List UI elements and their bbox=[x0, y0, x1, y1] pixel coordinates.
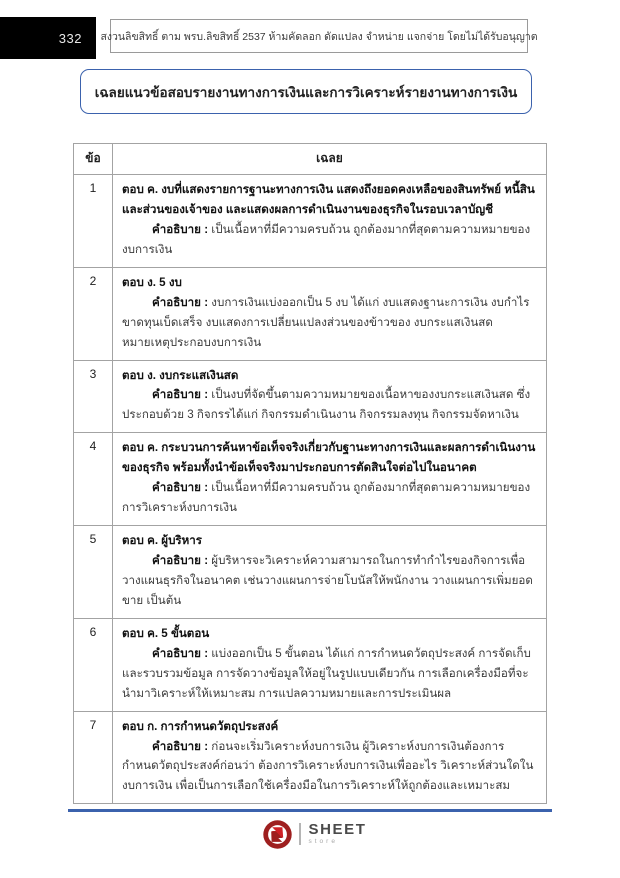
table-header bbox=[74, 144, 547, 175]
logo-brand-sub: store bbox=[308, 838, 338, 846]
table-row bbox=[74, 618, 547, 711]
table-header-row bbox=[74, 144, 547, 175]
table-row bbox=[74, 360, 547, 433]
logo-divider bbox=[299, 823, 301, 845]
explanation-label: คำอธิบาย : bbox=[152, 554, 209, 567]
answer-statement: ตอบ ง. 5 งบ bbox=[122, 275, 182, 289]
explanation-text: ผู้บริหารจะวิเคราะห์ความสามารถในการทำกำไรของกิจการเพื่อวางแผนธุรกิจในอนาคต เช่นวางแผนการจ่ายโบนัสให้พนักงาน วางแผนการเพิ่มยอดขาย เป็นต้น bbox=[122, 554, 533, 607]
answer-explanation-block bbox=[122, 385, 539, 425]
row-number: 4 bbox=[74, 433, 113, 526]
explanation-label: คำอธิบาย : bbox=[152, 481, 209, 495]
logo-wordmark bbox=[307, 822, 367, 846]
logo-brand-name: SHEET bbox=[308, 821, 367, 839]
answer-explanation-block bbox=[122, 644, 539, 704]
table-row bbox=[74, 175, 547, 268]
row-answer-cell bbox=[113, 526, 547, 619]
explanation-text: เป็นงบที่จัดขึ้นตามความหมายของเนื้อหาของงบกระแสเงินสด ซึ่งประกอบด้วย 3 กิจกรรได้แก่ กิจกรรมดำเนินงาน กิจกรรมลงทุน กิจกรรมจัดหาเงิน bbox=[122, 388, 531, 422]
sheet-store-s-logo-icon bbox=[262, 819, 293, 850]
page-number: 332 bbox=[58, 30, 82, 46]
explanation-label: คำอธิบาย : bbox=[152, 388, 209, 402]
answer-explanation-block bbox=[122, 737, 539, 797]
row-answer-cell bbox=[113, 618, 547, 711]
column-header-answer: เฉลย bbox=[113, 144, 547, 175]
row-answer-cell bbox=[113, 711, 547, 804]
page-number-box bbox=[0, 17, 96, 59]
answer-key-table bbox=[73, 143, 547, 804]
column-header-number: ข้อ bbox=[74, 144, 113, 175]
answer-explanation-block bbox=[122, 478, 539, 518]
footer-brand-logo bbox=[262, 817, 367, 851]
page-title: เฉลยแนวข้อสอบรายงานทางการเงินและการวิเคราะห์รายงานทางการเงิน bbox=[94, 84, 518, 100]
copyright-banner bbox=[100, 19, 538, 53]
explanation-text: แบ่งออกเป็น 5 ขั้นตอน ได้แก่ การกำหนดวัตถุประสงค์ การจัดเก็บและรวบรวมข้อมูล การจัดวางข้อมูลให้อยู่ในรูปแบบเดียวกัน การเลือกเครื่องมือที่จะนำมาวิเคราะห์ให้เหมาะสม การแปลความหมายและการประเมินผล bbox=[122, 646, 531, 700]
answer-explanation-block bbox=[122, 293, 539, 353]
explanation-text: งบการเงินแบ่งออกเป็น 5 งบ ได้แก่ งบแสดงฐานะการเงิน งบกำไรขาดทุนเบ็ดเสร็จ งบแสดงการเปลี่ยนแปลงส่วนของข้าวของ งบกระแสเงินสด หมายเหตุประกอบงบการเงิน bbox=[122, 295, 530, 349]
row-answer-cell bbox=[113, 360, 547, 433]
answer-explanation-block bbox=[122, 220, 539, 260]
answer-statement: ตอบ ค. ผู้บริหาร bbox=[122, 534, 203, 548]
row-answer-cell bbox=[113, 175, 547, 268]
answer-statement: ตอบ ค. 5 ขั้นตอน bbox=[122, 626, 210, 640]
explanation-label: คำอธิบาย : bbox=[152, 222, 209, 236]
explanation-text: เป็นเนื้อหาที่มีความครบถ้วน ถูกต้องมากที่สุดตามความหมายของงบการเงิน bbox=[122, 222, 531, 256]
answer-statement: ตอบ ค. กระบวนการค้นหาข้อเท็จจริงเกี่ยวกับฐานะทางการเงินและผลการดำเนินงานของธุรกิจ พร้อมทั้งนำข้อเท็จจริงมาประกอบการตัดสินใจต่อไปในอนาคต bbox=[122, 441, 536, 475]
answer-explanation-block bbox=[122, 551, 539, 611]
row-answer-cell bbox=[113, 267, 547, 360]
explanation-label: คำอธิบาย : bbox=[152, 739, 209, 753]
explanation-text: เป็นเนื้อหาที่มีความครบถ้วน ถูกต้องมากที่สุดตามความหมายของการวิเคราะห์งบการเงิน bbox=[122, 481, 531, 515]
explanation-label: คำอธิบาย : bbox=[152, 295, 209, 309]
row-number: 3 bbox=[74, 360, 113, 433]
footer-divider bbox=[68, 809, 552, 812]
row-number: 7 bbox=[74, 711, 113, 804]
answer-statement: ตอบ ก. การกำหนดวัตถุประสงค์ bbox=[122, 719, 279, 733]
answer-statement: ตอบ ง. งบกระแสเงินสด bbox=[122, 368, 239, 382]
row-number: 5 bbox=[74, 526, 113, 619]
table-row bbox=[74, 711, 547, 804]
table-row bbox=[74, 267, 547, 360]
answer-statement: ตอบ ค. งบที่แสดงรายการฐานะทางการเงิน แสดงถึงยอดคงเหลือของสินทรัพย์ หนี้สินและส่วนของเจ้าของ และแสดงผลการดำเนินงานของธุรกิจในรอบเวลาบัญชี bbox=[122, 183, 535, 216]
explanation-text: ก่อนจะเริ่มวิเคราะห์งบการเงิน ผู้วิเคราะห์งบการเงินต้องการกำหนดวัตถุประสงค์ก่อนว่า ต้องการวิเคราะห์งบการเงินเพื่ออะไร วิเคราะห์ส่วนใดในงบการเงิน เพื่อเป็นการเลือกใช้เครื่องมือในการวิเคราะห์ให้ถูกต้องและเหมาะสม bbox=[122, 739, 534, 793]
table-body bbox=[74, 175, 547, 804]
copyright-notice-text: สงวนลิขสิทธิ์ ตาม พรบ.ลิขสิทธิ์ 2537 ห้ามคัดลอก ดัดแปลง จำหน่าย แจกจ่าย โดยไม่ได้รับอนุญาต bbox=[100, 30, 538, 43]
explanation-label: คำอธิบาย : bbox=[152, 646, 209, 660]
row-number: 6 bbox=[74, 618, 113, 711]
table-row bbox=[74, 526, 547, 619]
row-answer-cell bbox=[113, 433, 547, 526]
table-row bbox=[74, 433, 547, 526]
row-number: 1 bbox=[74, 175, 113, 268]
page-title-box bbox=[80, 69, 532, 114]
row-number: 2 bbox=[74, 267, 113, 360]
